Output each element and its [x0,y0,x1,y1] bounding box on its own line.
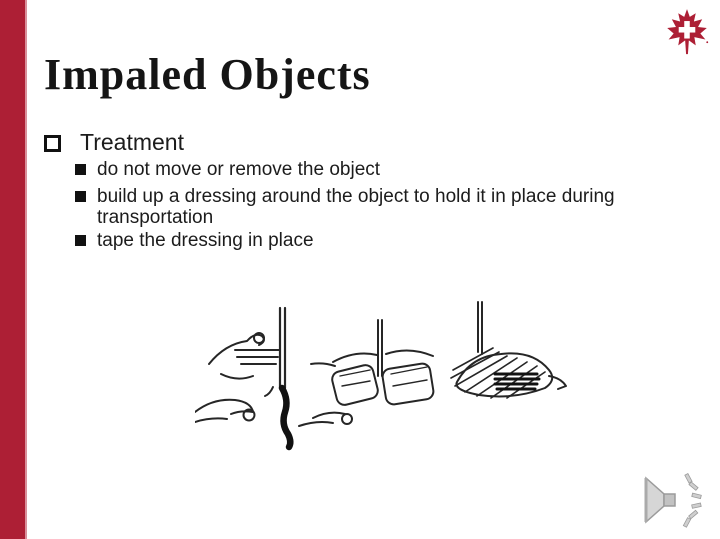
speaker-icon[interactable] [638,470,704,532]
hollow-square-bullet-icon [44,135,61,152]
maple-leaf-icon [664,6,710,60]
step-1-stabilize-object [195,308,290,447]
illustration-svg [195,292,570,460]
filled-square-bullet-icon [75,235,86,246]
sub-bullet-text: tape the dressing in place [97,230,314,251]
sub-bullet-text: do not move or remove the object [97,159,381,180]
page-title: Impaled Objects [44,50,371,99]
impaled-object-illustration [195,292,570,460]
sound-wave-dashes [683,474,701,528]
bullet-label: Treatment [80,129,184,155]
step-2-build-dressing [299,320,435,426]
sub-bullet-3 [75,230,650,251]
blood-squiggle [282,388,290,447]
sub-bullet-2 [75,186,650,228]
filled-square-bullet-icon [75,164,86,175]
bullet-treatment [44,129,184,155]
step-3-tape-dressing [451,302,566,398]
sub-bullet-1 [75,159,650,180]
sub-bullet-text: build up a dressing around the object to hold it in place during transportation [97,186,615,228]
speaker-svg [638,470,704,532]
left-accent-bar [0,0,27,539]
registered-mark-dot [706,41,708,43]
maple-leaf-cross-logo [664,6,710,60]
filled-square-bullet-icon [75,191,86,202]
